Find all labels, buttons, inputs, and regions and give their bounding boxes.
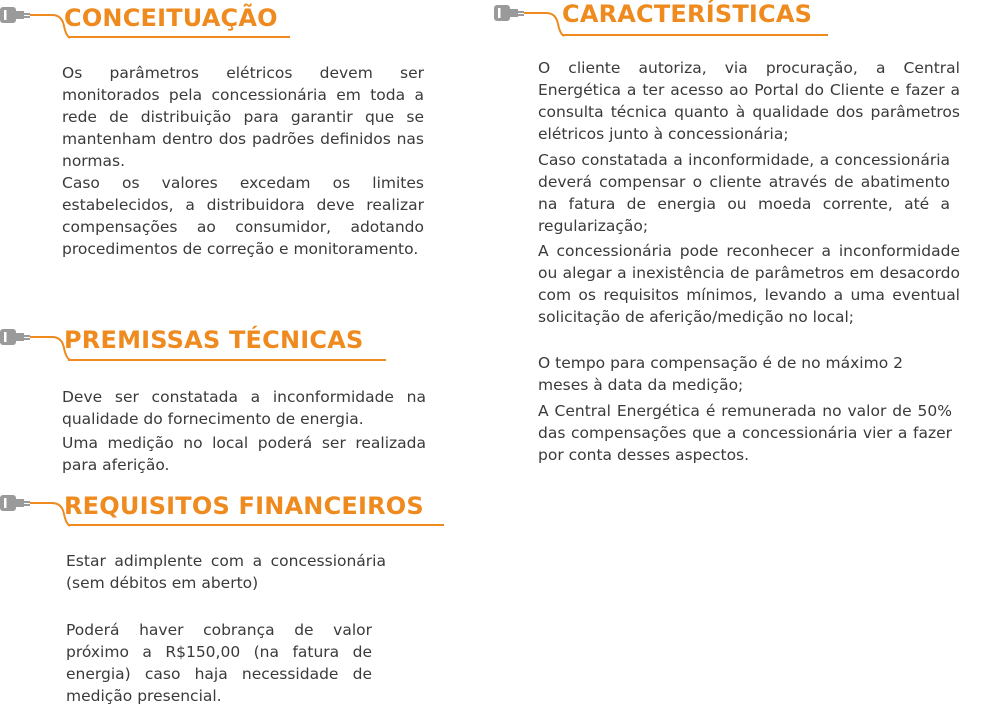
paragraph: Caso os valores excedam os limites estabelecidos, a distribuidora deve realizar compensações ao consumidor, adotando procedimentos de correção e monitoramento. [62, 174, 424, 258]
heading-premissas-tecnicas [0, 326, 400, 362]
section-caracteristicas [494, 0, 985, 480]
connector-line-icon [524, 10, 564, 38]
section-title: CARACTERÍSTICAS [562, 0, 813, 28]
title-underline [68, 359, 386, 361]
section-title: REQUISITOS FINANCEIROS [64, 492, 424, 520]
paragraph: Deve ser constatada a inconformidade na qualidade do fornecimento de energia. [62, 388, 426, 428]
section-requisitos-financeiros [0, 488, 470, 706]
paragraph: A Central Energética é remunerada no valor de 50% das compensações que a concessionária vier a fazer por conta desses aspectos. [538, 402, 952, 464]
section-title: CONCEITUAÇÃO [64, 4, 278, 32]
paragraph: O cliente autoriza, via procuração, a Central Energética a ter acesso ao Portal do Cliente e fazer a consulta técnica quanto à qualidade dos parâmetros elétricos junto à concessionária; [538, 59, 960, 143]
section-title: PREMISSAS TÉCNICAS [64, 326, 364, 354]
section-premissas-tecnicas [0, 318, 440, 483]
paragraph: O tempo para compensação é de no máximo 2 meses à data da medição; [538, 354, 903, 394]
heading-caracteristicas [494, 2, 854, 38]
paragraph: Uma medição no local poderá ser realizada para aferição. [62, 434, 426, 474]
title-underline [68, 524, 444, 526]
heading-conceituacao [0, 4, 320, 40]
paragraph: Caso constatada a inconformidade, a concessionária deverá compensar o cliente através de abatimento na fatura de energia ou moeda corrente, até a regularização; [538, 151, 950, 235]
title-underline [562, 34, 828, 36]
paragraph: A concessionária pode reconhecer a inconformidade ou alegar a inexistência de parâmetros em desacordo com os requisitos mínimos, levando a uma eventual solicitação de aferição/medição no local; [538, 242, 960, 326]
paragraph: Estar adimplente com a concessionária (sem débitos em aberto) [66, 552, 386, 592]
paragraph: Os parâmetros elétricos devem ser monitorados pela concessionária em toda a rede de distribuição para garantir que se mantenham dentro dos padrões definidos nas normas. [62, 64, 424, 170]
title-underline [68, 36, 290, 38]
paragraph: Poderá haver cobrança de valor próximo a R$150,00 (na fatura de energia) caso haja necessidade de medição presencial. [66, 621, 372, 705]
section-conceituacao [0, 0, 440, 290]
heading-requisitos-financeiros [0, 492, 470, 528]
